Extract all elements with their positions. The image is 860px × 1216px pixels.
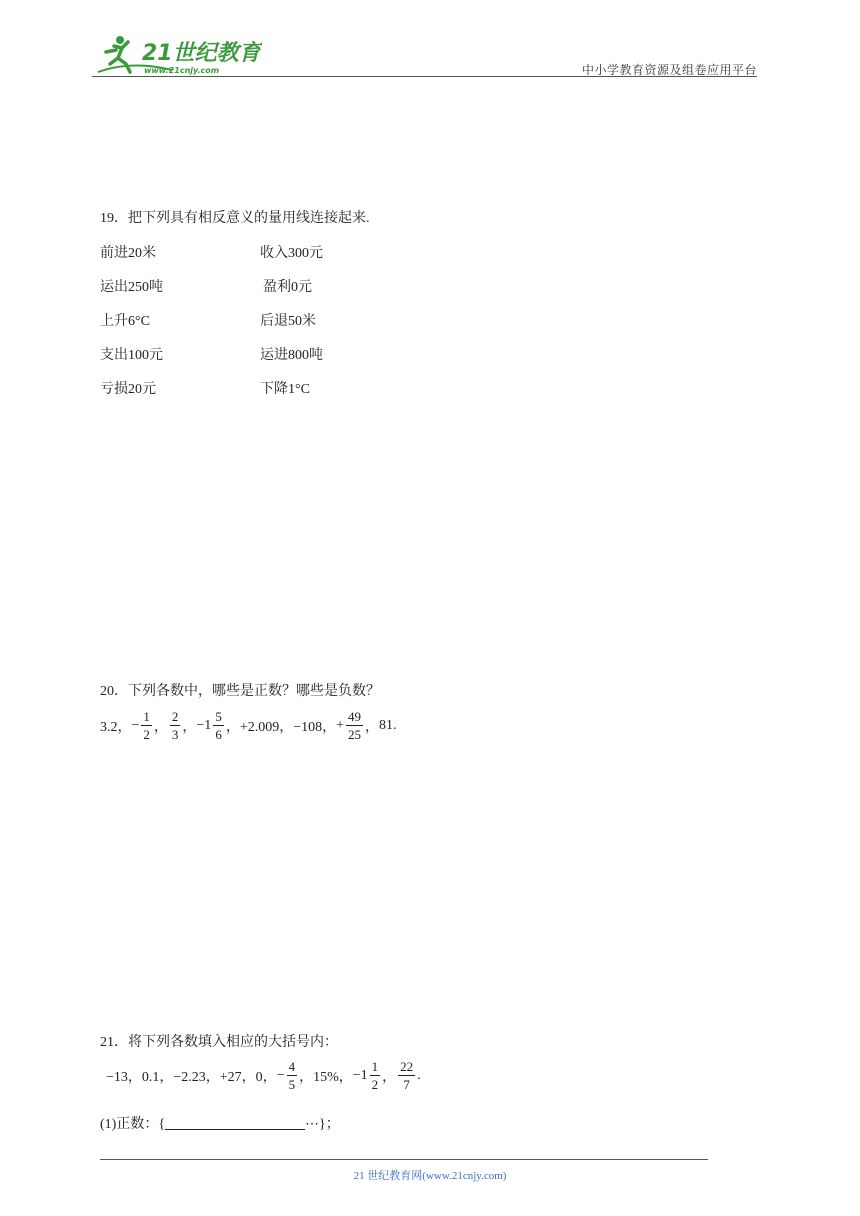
q19-right-item: 下降1°C (260, 382, 310, 397)
denominator: 25 (348, 727, 362, 742)
plus-sign: + (336, 717, 345, 733)
separator: ，15%， (299, 1069, 353, 1085)
q19-pair-row (100, 310, 500, 330)
fraction (370, 1060, 381, 1091)
numerator: 5 (215, 709, 222, 724)
number-item: 81. (379, 717, 397, 733)
minus-sign: − (276, 1067, 285, 1083)
question-19-title: 19．把下列具有相反意义的量用线连接起来. (100, 211, 370, 226)
number-item: −108， (293, 719, 337, 735)
number-item: 3.2， (100, 719, 132, 735)
separator: ， (153, 719, 168, 735)
q21-number-list (106, 1060, 421, 1091)
denominator: 2 (143, 727, 150, 742)
number-item: +2.009， (239, 719, 294, 735)
site-logo (92, 30, 262, 80)
q19-left-item: 支出100元 (100, 348, 163, 363)
q20-number-list (100, 710, 397, 741)
part1-tail: ⋯}； (305, 1117, 340, 1132)
answer-blank[interactable] (165, 1115, 305, 1130)
q19-right-item: 后退50米 (260, 314, 316, 329)
mixed-whole: −1 (352, 1067, 368, 1083)
fraction (346, 710, 363, 741)
numerator: 1 (143, 709, 150, 724)
numerator: 4 (288, 1059, 296, 1074)
q21-part1 (100, 1113, 340, 1133)
svg-text:www.21cnjy.com: www.21cnjy.com (144, 66, 220, 75)
q19-pair-row (100, 276, 500, 296)
mixed-whole: −1 (196, 717, 212, 733)
fraction (287, 1060, 298, 1091)
q19-left-item: 运出250吨 (100, 280, 163, 295)
fraction (213, 710, 224, 741)
period: . (417, 1067, 421, 1083)
fraction (141, 710, 152, 741)
q19-left-item: 上升6°C (100, 314, 150, 329)
q19-pair-row (100, 242, 500, 262)
separator: ， (182, 719, 197, 735)
minus-sign: − (131, 717, 140, 733)
footer-text[interactable]: 21 世纪教育网(www.21cnjy.com) (353, 1170, 507, 1182)
platform-name: 中小学教育资源及组卷应用平台 (581, 63, 757, 77)
runner-logo-icon (92, 30, 262, 80)
part1-label: (1)正数：{ (100, 1117, 166, 1132)
separator: ， (365, 719, 380, 735)
denominator: 6 (215, 727, 222, 742)
denominator: 2 (371, 1077, 379, 1092)
q19-pair-row (100, 344, 500, 364)
denominator: 5 (288, 1077, 296, 1092)
q19-right-item: 运进800吨 (260, 348, 323, 363)
q19-right-item: 收入300元 (260, 246, 323, 261)
q19-left-item: 前进20米 (100, 246, 156, 261)
q19-right-item: 盈利0元 (263, 280, 312, 295)
numerator: 49 (348, 709, 362, 724)
question-21-title: 21．将下列各数填入相应的大括号内： (100, 1035, 338, 1050)
numerator: 1 (371, 1059, 379, 1074)
svg-text:21世纪教育: 21世纪教育 (142, 41, 261, 66)
question-20-title: 20．下列各数中，哪些是正数？哪些是负数？ (100, 684, 380, 699)
footer-divider (100, 1159, 708, 1160)
denominator: 3 (171, 727, 179, 742)
denominator: 7 (403, 1077, 410, 1092)
fraction (398, 1060, 415, 1091)
header-divider (92, 76, 757, 77)
fraction (170, 710, 181, 741)
number-items: −13，0.1，−2.23，+27，0， (106, 1069, 277, 1085)
numerator: 2 (171, 709, 179, 724)
separator: ， (225, 719, 240, 735)
separator: ， (382, 1069, 397, 1085)
q19-left-item: 亏损20元 (100, 382, 156, 397)
numerator: 22 (400, 1059, 414, 1074)
q19-pair-row (100, 378, 500, 398)
